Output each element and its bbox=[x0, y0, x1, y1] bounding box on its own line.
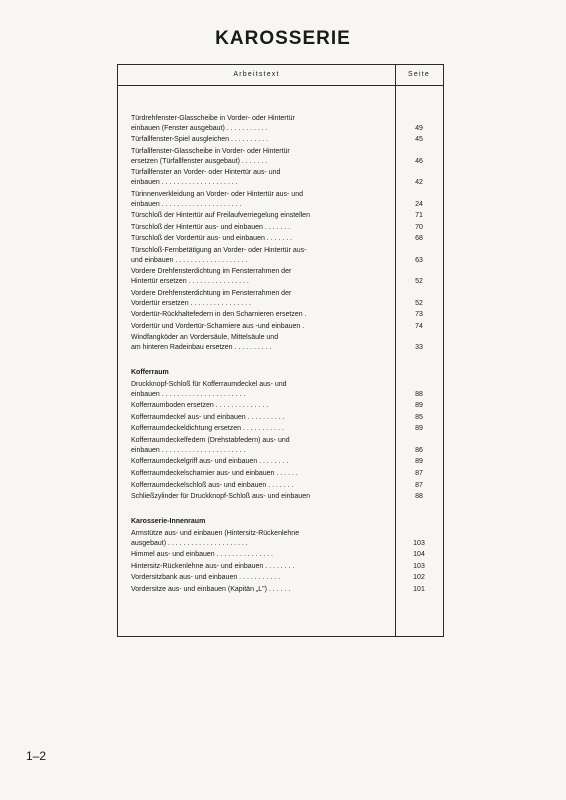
entry-page-number: 73 bbox=[415, 311, 423, 319]
toc-entry[interactable] bbox=[118, 114, 443, 134]
entry-page-number: 52 bbox=[415, 278, 423, 286]
entry-text: Kofferraumdeckelgriff aus- und einbauen . . . . . . . . bbox=[131, 458, 289, 466]
entry-page-number: 101 bbox=[413, 586, 425, 593]
entry-page-number: 88 bbox=[415, 390, 423, 398]
entry-text: Armstütze aus- und einbauen (Hintersitz-Rückenlehne bbox=[131, 529, 300, 537]
entry-text: Vordertür ersetzen . . . . . . . . . . . . . . . . bbox=[131, 299, 251, 307]
entry-page-number: 86 bbox=[415, 446, 423, 454]
entry-page-number: 45 bbox=[415, 136, 423, 144]
toc-entry[interactable] bbox=[118, 380, 443, 400]
entry-page-number: 24 bbox=[415, 200, 423, 208]
entry-text: Vordersitze aus- und einbauen (Kapitän „L") . . . . . . bbox=[131, 586, 291, 593]
entry-text: einbauen . . . . . . . . . . . . . . . . . . . . bbox=[131, 179, 238, 187]
entry-text: einbauen (Fenster ausgebaut) . . . . . . . . . . . bbox=[131, 124, 268, 132]
entry-page-number: 46 bbox=[415, 157, 423, 165]
toc-entry[interactable] bbox=[118, 550, 443, 560]
entry-text: Kofferraumdeckel aus- und einbauen . . . . . . . . . . bbox=[131, 413, 285, 421]
entry-page-number: 89 bbox=[415, 425, 423, 433]
entry-text: Hintertür ersetzen . . . . . . . . . . . . . . . . bbox=[131, 278, 249, 286]
toc-entry[interactable] bbox=[118, 469, 443, 479]
entry-page-number: 70 bbox=[415, 223, 423, 231]
entry-text: Türschloß der Hintertür aus- und einbauen . . . . . . . bbox=[131, 223, 291, 231]
toc-entry[interactable] bbox=[118, 246, 443, 266]
section-heading: Kofferraum bbox=[131, 368, 169, 376]
entry-text: und einbauen . . . . . . . . . . . . . . . . . . . bbox=[131, 256, 248, 264]
toc-entry[interactable] bbox=[118, 562, 443, 572]
toc-entry[interactable] bbox=[118, 436, 443, 456]
entry-text: Türschloß-Fernbetätigung an Vorder- oder Hintertür aus- bbox=[131, 247, 307, 254]
entry-page-number: 52 bbox=[415, 299, 423, 307]
entry-text: Türfallfenster an Vorder- oder Hintertür aus- und bbox=[131, 169, 281, 177]
entry-text: Druckknopf-Schloß für Kofferraumdeckel aus- und bbox=[131, 380, 287, 388]
entry-text: Kofferraumdeckelfedern (Drehstabfedern) aus- und bbox=[131, 437, 290, 444]
entry-text: Kofferraumdeckelscharnier aus- und einbauen . . . . . . bbox=[131, 470, 298, 477]
entry-page-number: 102 bbox=[413, 574, 425, 582]
toc-entry[interactable] bbox=[118, 401, 443, 411]
toc-entry[interactable] bbox=[118, 211, 443, 221]
toc-table bbox=[117, 64, 444, 637]
entry-page-number: 89 bbox=[415, 402, 423, 410]
entry-page-number: 89 bbox=[415, 458, 423, 466]
entry-page-number: 103 bbox=[413, 539, 425, 547]
entry-page-number: 88 bbox=[415, 493, 423, 501]
entry-text: Schließzylinder für Druckknopf-Schloß aus- und einbauen bbox=[131, 493, 310, 501]
toc-entry[interactable] bbox=[118, 289, 443, 309]
entry-page-number: 74 bbox=[415, 322, 423, 330]
toc-entry[interactable] bbox=[118, 267, 443, 287]
entry-text: ausgebaut) . . . . . . . . . . . . . . . . . . . . . bbox=[131, 539, 248, 547]
header-arbeitstext: Arbeitstext bbox=[233, 71, 280, 78]
toc-entry[interactable] bbox=[118, 135, 443, 145]
entry-page-number: 71 bbox=[415, 212, 423, 220]
toc-entry[interactable] bbox=[118, 190, 443, 210]
entry-text: einbauen . . . . . . . . . . . . . . . . . . . . . bbox=[131, 200, 242, 208]
entry-text: Türschloß der Hintertür auf Freilaufverriegelung einstellen bbox=[131, 212, 310, 220]
toc-entry[interactable] bbox=[118, 573, 443, 583]
toc-entry[interactable] bbox=[118, 223, 443, 233]
entry-page-number: 42 bbox=[415, 179, 423, 187]
toc-entry[interactable] bbox=[118, 481, 443, 491]
header-seite: Seite bbox=[408, 71, 430, 78]
entry-text: Himmel aus- und einbauen . . . . . . . . . . . . . . . bbox=[131, 551, 274, 559]
toc-entry[interactable] bbox=[118, 457, 443, 467]
entry-text: Türschloß der Vordertür aus- und einbauen . . . . . . . bbox=[131, 235, 293, 243]
entry-text: Hintersitz-Rückenlehne aus- und einbauen . . . . . . . . bbox=[131, 562, 295, 570]
toc-entry[interactable] bbox=[118, 424, 443, 434]
toc-entry[interactable] bbox=[118, 529, 443, 549]
entry-text: Windfangköder an Vordersäule, Mittelsäule und bbox=[131, 334, 279, 342]
entry-text: Vordersitzbank aus- und einbauen . . . . . . . . . . . bbox=[131, 574, 281, 582]
toc-entry[interactable] bbox=[118, 147, 443, 167]
toc-entry[interactable] bbox=[118, 333, 443, 353]
entry-text: Kofferraumdeckelschloß aus- und einbauen . . . . . . . bbox=[131, 481, 294, 489]
entry-page-number: 104 bbox=[413, 551, 425, 559]
section-heading: Karosserie-Innenraum bbox=[131, 517, 206, 525]
entry-text: Vordere Drehfensterdichtung im Fensterrahmen der bbox=[131, 268, 292, 276]
entry-text: Türfallfenster-Spiel ausgleichen . . . . . . . . . . bbox=[131, 136, 268, 144]
entry-text: Türfallfenster-Glasscheibe in Vorder- oder Hintertür bbox=[131, 148, 290, 155]
entry-page-number: 87 bbox=[415, 481, 423, 489]
toc-entry[interactable] bbox=[118, 234, 443, 244]
toc-entry[interactable] bbox=[118, 322, 443, 332]
entry-text: einbauen . . . . . . . . . . . . . . . . . . . . . . bbox=[131, 390, 246, 398]
entry-text: Vordere Drehfensterdichtung im Fensterrahmen der bbox=[131, 289, 292, 297]
page-title: KAROSSERIE bbox=[215, 28, 351, 49]
entry-page-number: 103 bbox=[413, 562, 425, 570]
entry-text: Türinnenverkleidung an Vorder- oder Hintertür aus- und bbox=[131, 190, 303, 198]
entry-page-number: 87 bbox=[415, 470, 423, 477]
toc-entry[interactable] bbox=[118, 413, 443, 423]
entry-text: Türdrehfenster-Glasscheibe in Vorder- oder Hintertür bbox=[131, 115, 295, 122]
entry-text: Kofferraumdeckeldichtung ersetzen . . . . . . . . . . . bbox=[131, 425, 284, 433]
entry-page-number: 68 bbox=[415, 235, 423, 243]
entry-text: einbauen . . . . . . . . . . . . . . . . . . . . . . bbox=[131, 446, 246, 454]
entry-text: am hinteren Radeinbau ersetzen . . . . . . . . . . bbox=[131, 344, 272, 352]
table-header bbox=[118, 65, 443, 86]
entry-text: Vordertür und Vordertür-Scharniere aus -und einbauen . bbox=[131, 322, 305, 330]
entry-page-number: 49 bbox=[415, 124, 423, 132]
toc-entry[interactable] bbox=[118, 310, 443, 320]
entry-page-number: 85 bbox=[415, 413, 423, 421]
entry-page-number: 33 bbox=[415, 344, 423, 352]
entry-text: ersetzen (Türfallfenster ausgebaut) . . . . . . . bbox=[131, 157, 268, 165]
entry-text: Vordertür-Rückhaltefedern in den Scharnieren ersetzen . bbox=[131, 311, 307, 319]
toc-entry[interactable] bbox=[118, 585, 443, 595]
toc-entry[interactable] bbox=[118, 492, 443, 502]
toc-entry[interactable] bbox=[118, 168, 443, 188]
page-number: 1–2 bbox=[26, 749, 47, 763]
entry-page-number: 63 bbox=[415, 256, 423, 264]
entry-text: Kofferraumboden ersetzen . . . . . . . . . . . . . . bbox=[131, 402, 269, 410]
